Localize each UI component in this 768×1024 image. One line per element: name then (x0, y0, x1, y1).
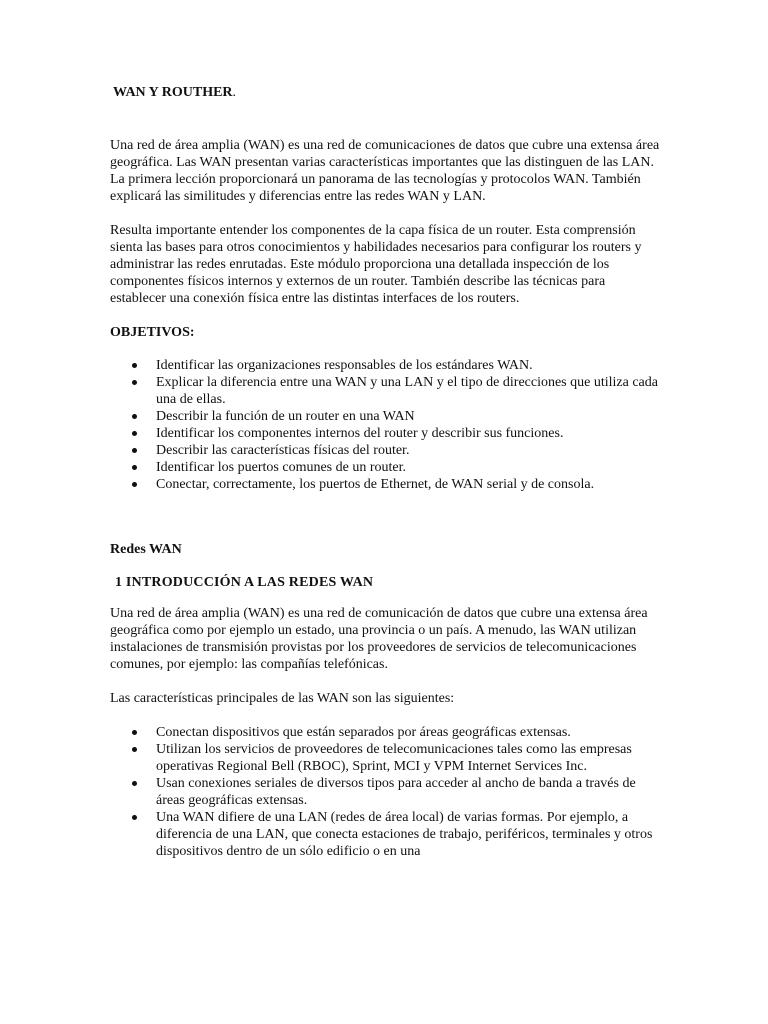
bullet-icon (132, 781, 137, 786)
list-item-text: Utilizan los servicios de proveedores de telecomunicaciones tales como las empresas operativas Regional Bell (RBOC), Sprint, MCI y VPM Internet Services Inc. (156, 742, 632, 774)
list-item (110, 442, 662, 459)
list-item (110, 374, 662, 408)
objetivos-heading: OBJETIVOS: (110, 325, 195, 340)
list-item (110, 809, 662, 860)
list-item-text: Identificar los componentes internos del router y describir sus funciones. (156, 426, 564, 441)
spacer (110, 493, 662, 541)
list-item (110, 724, 662, 741)
list-item-text: Usan conexiones seriales de diversos tipos para acceder al ancho de banda a través de áreas geográficas extensas. (156, 776, 636, 808)
bullet-icon (132, 363, 137, 368)
document-title (113, 84, 662, 101)
caracteristicas-list (110, 724, 662, 860)
objetivos-list (110, 357, 662, 493)
redes-wan-heading: Redes WAN (110, 542, 182, 557)
caracteristicas-intro: Las características principales de las WAN son las siguientes: (110, 691, 455, 706)
bullet-icon (132, 380, 137, 385)
wan-definition-paragraph: Una red de área amplia (WAN) es una red de comunicación de datos que cubre una extensa área geográfica como por ejemplo un estado, una provincia o un país. A menudo, las WAN utilizan instalaciones de transmisión provistas por los proveedores de servicios de telecomunicaciones comunes, por ejemplo: las compañías telefónicas. (110, 606, 648, 672)
list-item-text: Una WAN difiere de una LAN (redes de área local) de varias formas. Por ejemplo, a diferencia de una LAN, que conecta estaciones de trabajo, periféricos, terminales y otros dispositivos dentro de un sólo edificio o en una (156, 810, 653, 859)
title-suffix: . (232, 85, 237, 100)
list-item-text: Identificar las organizaciones responsables de los estándares WAN. (156, 358, 533, 373)
list-item-text: Describir la función de un router en una WAN (156, 409, 415, 424)
list-item (110, 459, 662, 476)
router-paragraph: Resulta importante entender los componentes de la capa física de un router. Esta comprensión sienta las bases para otros conocimientos y habilidades necesarios para configurar los routers y administrar las redes enrutadas. Este módulo proporciona una detallada inspección de los componentes físicos internos y externos de un router. También describe las técnicas para establecer una conexión física entre las distintas interfaces de los routers. (110, 223, 642, 306)
title-text: WAN Y ROUTHER (113, 85, 233, 100)
bullet-icon (132, 465, 137, 470)
bullet-icon (132, 448, 137, 453)
bullet-icon (132, 414, 137, 419)
list-item (110, 741, 662, 775)
list-item-text: Conectar, correctamente, los puertos de Ethernet, de WAN serial y de consola. (156, 477, 595, 492)
list-item (110, 408, 662, 425)
list-item-text: Identificar los puertos comunes de un router. (156, 460, 406, 475)
document-body (110, 84, 662, 860)
bullet-icon (132, 730, 137, 735)
list-item (110, 357, 662, 374)
list-item (110, 476, 662, 493)
list-item (110, 425, 662, 442)
list-item (110, 775, 662, 809)
list-item-text: Explicar la diferencia entre una WAN y una LAN y el tipo de direcciones que utiliza cada una de ellas. (156, 375, 658, 407)
bullet-icon (132, 482, 137, 487)
intro-paragraph: Una red de área amplia (WAN) es una red de comunicaciones de datos que cubre una extensa área geográfica. Las WAN presentan varias características importantes que las distinguen de las LAN. La primera lección proporcionará un panorama de las tecnologías y protocolos WAN. También explicará las similitudes y diferencias entre las redes WAN y LAN. (110, 138, 660, 204)
bullet-icon (132, 431, 137, 436)
list-item-text: Conectan dispositivos que están separados por áreas geográficas extensas. (156, 725, 571, 740)
list-item-text: Describir las características físicas del router. (156, 443, 410, 458)
bullet-icon (132, 747, 137, 752)
bullet-icon (132, 815, 137, 820)
section-heading: 1 INTRODUCCIÓN A LAS REDES WAN (115, 575, 374, 590)
